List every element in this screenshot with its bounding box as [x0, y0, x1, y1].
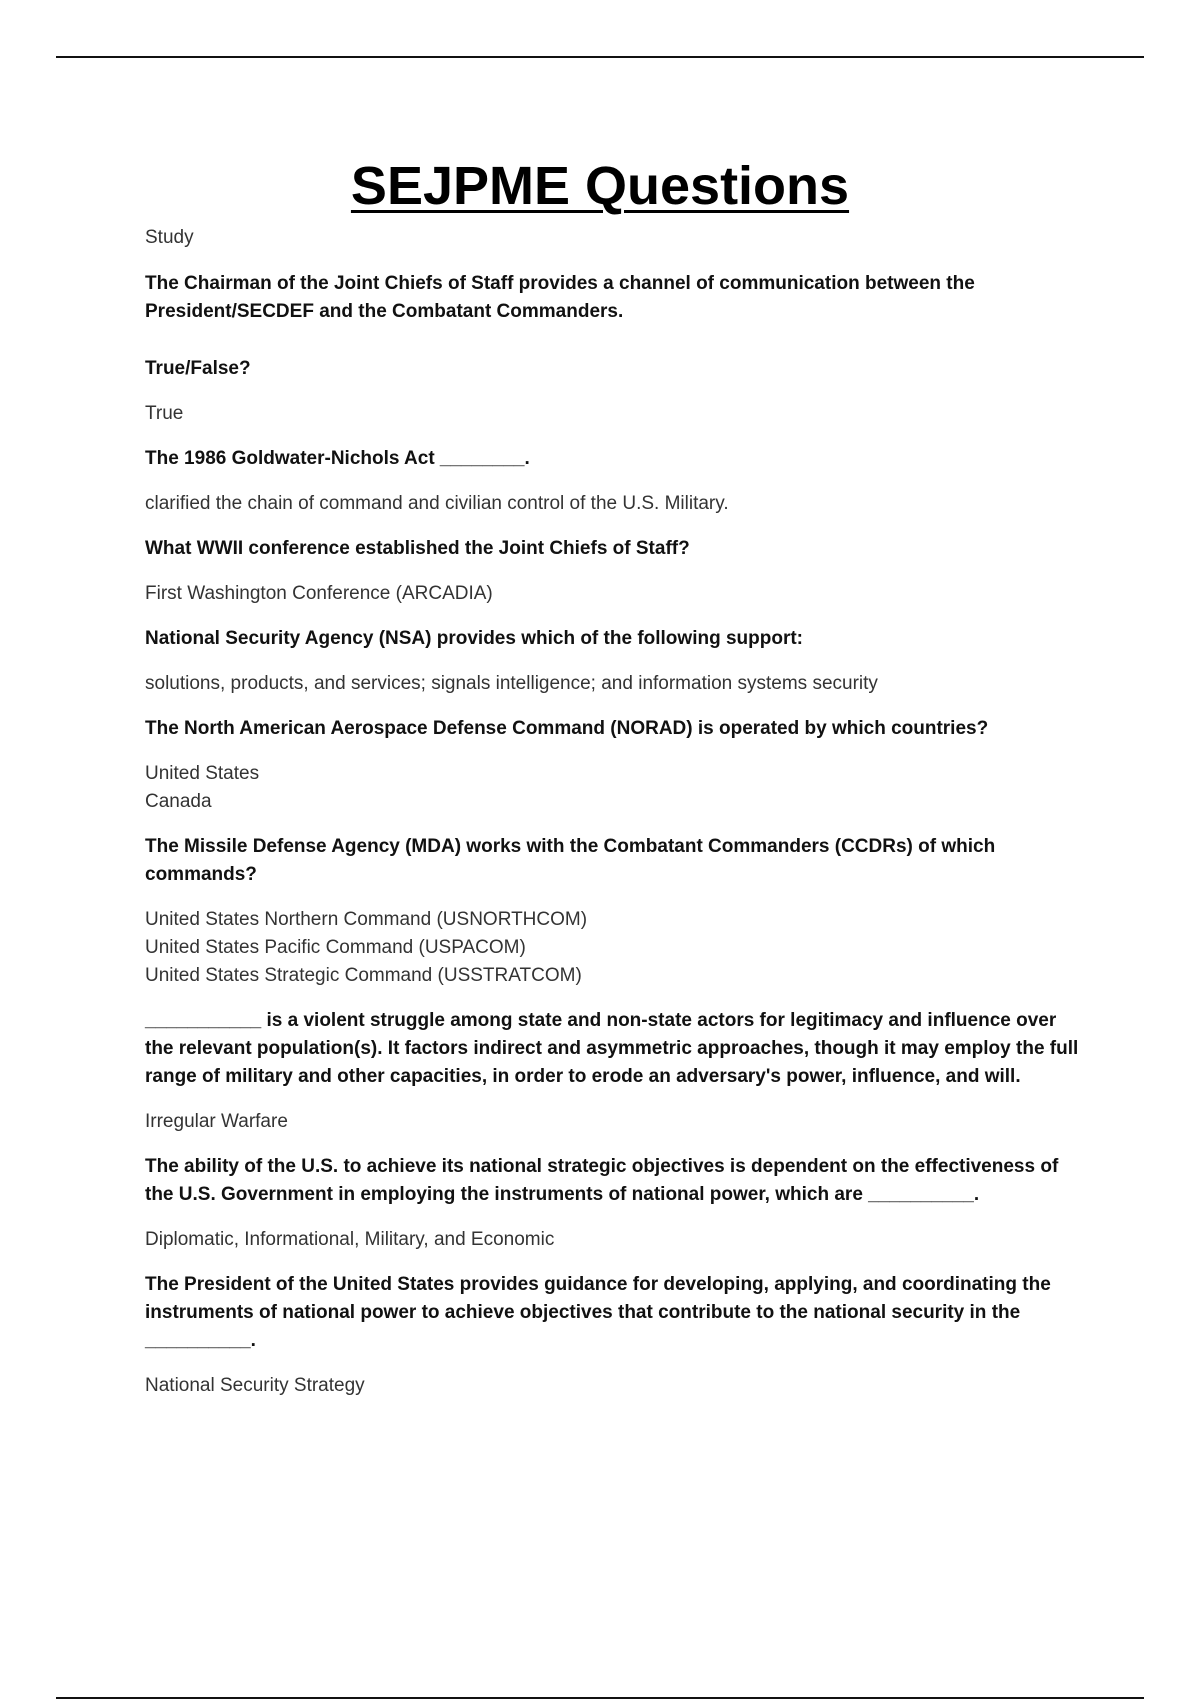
answer-line: United States: [145, 763, 260, 784]
answer-line: First Washington Conference (ARCADIA): [145, 583, 493, 604]
bottom-rule: [56, 1697, 1144, 1699]
answer-line: Diplomatic, Informational, Military, and Economic: [145, 1229, 555, 1250]
answer-line: United States Pacific Command (USPACOM): [145, 937, 526, 958]
answer-text: [145, 670, 1085, 698]
answer-text: [145, 400, 1085, 428]
answer-text: [145, 490, 1085, 518]
answer-line: National Security Strategy: [145, 1375, 365, 1396]
qa-item: [145, 715, 1085, 816]
document-subtitle: Study: [145, 227, 194, 248]
qa-item: [145, 270, 1085, 428]
answer-line: solutions, products, and services; signals intelligence; and information systems security: [145, 673, 878, 694]
qa-item: [145, 535, 1085, 608]
document-title-heading: [0, 155, 1200, 217]
answer-line: clarified the chain of command and civilian control of the U.S. Military.: [145, 493, 729, 514]
answer-text: [145, 1372, 1085, 1400]
qa-item: [145, 625, 1085, 698]
document-title: SEJPME Questions: [350, 156, 850, 216]
answer-text: [145, 760, 1085, 816]
qa-item: [145, 445, 1085, 518]
question-text: What WWII conference established the Joint Chiefs of Staff?: [145, 538, 690, 559]
qa-item: [145, 1007, 1085, 1136]
answer-text: [145, 906, 1085, 990]
answer-text: [145, 1226, 1085, 1254]
question-text: ___________ is a violent struggle among state and non-state actors for legitimacy and influence over the relevant population(s). It factors indirect and asymmetric approaches, though it may employ the full range of military and other capacities, in order to erode an adversary's power, influence, and will.: [145, 1010, 1079, 1087]
answer-line: Irregular Warfare: [145, 1111, 288, 1132]
answer-text: [145, 580, 1085, 608]
question-text: The President of the United States provides guidance for developing, applying, and coordinating the instruments of national power to achieve objectives that contribute to the national security in the __________.: [145, 1274, 1051, 1351]
answer-line: United States Strategic Command (USSTRATCOM): [145, 965, 582, 986]
question-text: National Security Agency (NSA) provides which of the following support:: [145, 628, 804, 649]
qa-item: [145, 833, 1085, 990]
question-text: The 1986 Goldwater-Nichols Act ________.: [145, 448, 530, 469]
qa-list: [145, 270, 1085, 1417]
top-rule: [56, 56, 1144, 58]
qa-item: [145, 1153, 1085, 1254]
answer-line: United States Northern Command (USNORTHCOM): [145, 909, 588, 930]
qa-item: [145, 1271, 1085, 1400]
question-text: The ability of the U.S. to achieve its national strategic objectives is dependent on the effectiveness of the U.S. Government in employing the instruments of national power, which are __________.: [145, 1156, 1059, 1205]
answer-line: Canada: [145, 791, 212, 812]
answer-line: True: [145, 403, 184, 424]
question-text: The Missile Defense Agency (MDA) works with the Combatant Commanders (CCDRs) of which commands?: [145, 836, 996, 885]
question-text-part2: True/False?: [145, 358, 251, 379]
question-text: The Chairman of the Joint Chiefs of Staff provides a channel of communication between the President/SECDEF and the Combatant Commanders.: [145, 273, 975, 322]
question-text: The North American Aerospace Defense Command (NORAD) is operated by which countries?: [145, 718, 989, 739]
answer-text: [145, 1108, 1085, 1136]
